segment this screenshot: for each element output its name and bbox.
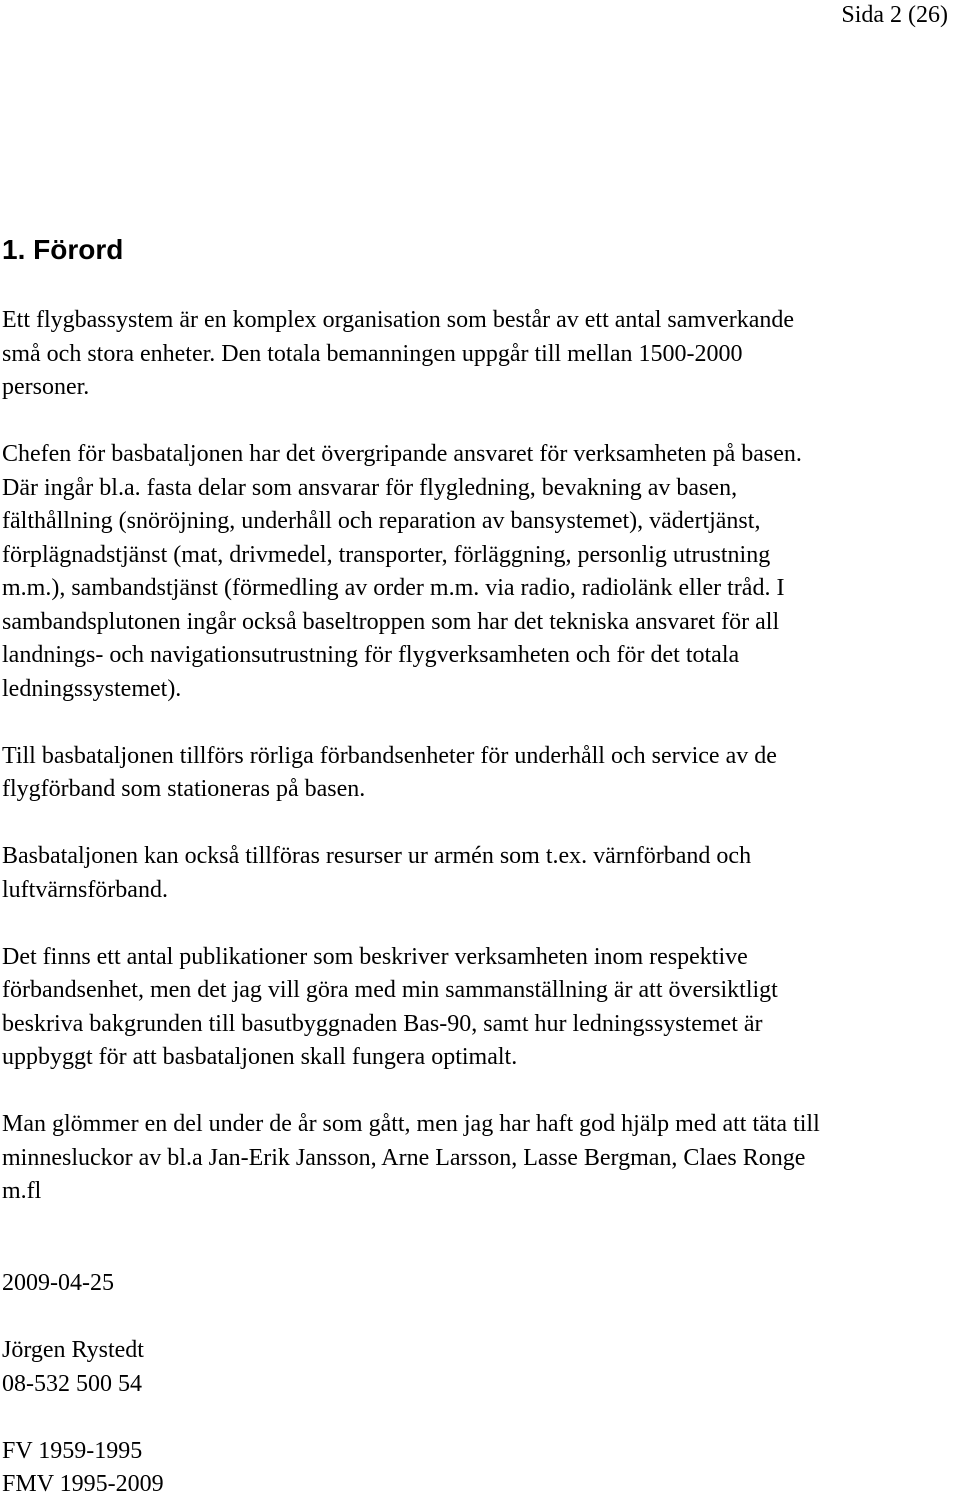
text-line: uppbyggt för att basbataljonen skall fungera optimalt. — [2, 1044, 518, 1070]
text-line: minnesluckor av bl.a Jan-Erik Jansson, Arne Larsson, Lasse Bergman, Claes Ronge — [2, 1144, 806, 1171]
paragraph-mobile-units — [2, 740, 950, 807]
text-line: Till basbataljonen tillförs rörliga förbandsenheter för underhåll och service av de — [2, 742, 777, 769]
text-line: Ett flygbassystem är en komplex organisation som består av ett antal samverkande — [2, 307, 795, 333]
text-line: förbandsenhet, men det jag vill göra med min sammanställning är att översiktligt — [2, 977, 778, 1003]
paragraph-intro — [2, 304, 950, 405]
document-body — [2, 304, 950, 1242]
text-line: landnings- och navigationsutrustning för flygverksamheten och för det totala — [2, 642, 740, 668]
author-service-fv: FV 1959-1995 — [2, 1437, 143, 1464]
author-name: Jörgen Rystedt — [2, 1337, 144, 1363]
text-line: m.fl — [2, 1178, 42, 1204]
text-line: Basbataljonen kan också tillföras resurser ur armén som t.ex. värnförband och — [2, 843, 752, 869]
page-number: Sida 2 (26) — [841, 2, 948, 28]
text-line: personer. — [2, 374, 90, 400]
signature-block — [2, 1267, 164, 1502]
text-line: fälthållning (snöröjning, underhåll och reparation av bansystemet), vädertjänst, — [2, 508, 761, 534]
signature-date: 2009-04-25 — [2, 1270, 114, 1296]
text-line: Det finns ett antal publikationer som beskriver verksamheten inom respektive — [2, 943, 748, 970]
section-heading: 1. Förord — [2, 234, 124, 265]
text-line: sambandsplutonen ingår också baseltroppen som har det tekniska ansvaret för all — [2, 608, 780, 635]
text-line: beskriva bakgrunden till basutbyggnaden Bas-90, samt hur ledningssystemet är — [2, 1010, 763, 1037]
author-service-fmv: FMV 1995-2009 — [2, 1471, 164, 1497]
text-line: luftvärnsförband. — [2, 876, 168, 903]
text-line: förplägnadstjänst (mat, drivmedel, transporter, förläggning, personlig utrustning — [2, 541, 771, 568]
text-line: flygförband som stationeras på basen. — [2, 776, 366, 802]
text-line: ledningssystemet). — [2, 675, 182, 702]
author-phone: 08-532 500 54 — [2, 1370, 142, 1397]
text-line: Chefen för basbataljonen har det övergripande ansvaret för verksamheten på basen. — [2, 441, 802, 467]
paragraph-publications — [2, 941, 950, 1075]
paragraph-army-resources — [2, 840, 950, 907]
text-line: Där ingår bl.a. fasta delar som ansvarar för flygledning, bevakning av basen, — [2, 474, 738, 501]
text-line: Man glömmer en del under de år som gått, men jag har haft god hjälp med att täta till — [2, 1111, 820, 1137]
text-line: små och stora enheter. Den totala bemanningen uppgår till mellan 1500-2000 — [2, 340, 743, 367]
text-line: m.m.), sambandstjänst (förmedling av order m.m. via radio, radiolänk eller tråd. I — [2, 575, 785, 601]
paragraph-acknowledgements — [2, 1108, 950, 1209]
paragraph-battalion — [2, 438, 950, 706]
